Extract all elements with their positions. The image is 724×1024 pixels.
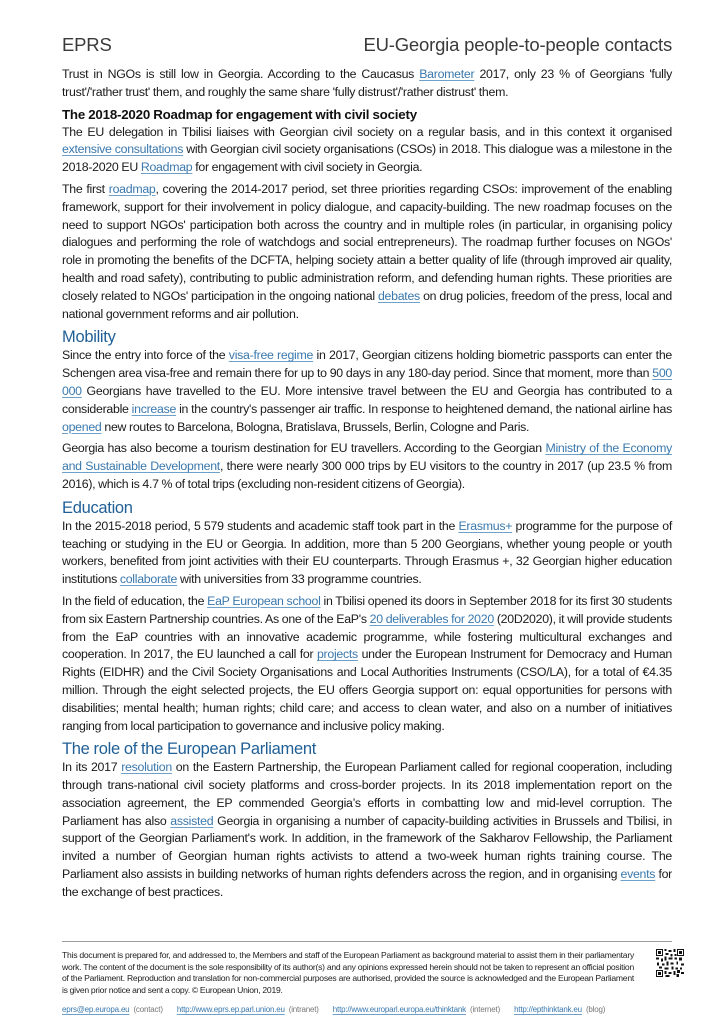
resolution-link[interactable]: resolution xyxy=(121,760,172,775)
header-publisher: EPRS xyxy=(62,34,112,55)
link-tag: (intranet) xyxy=(288,1005,319,1014)
document-page xyxy=(62,0,672,1024)
extensive-consultations-link[interactable]: extensive consultations xyxy=(62,142,184,157)
text: The EU delegation in Tbilisi liaises with Georgian civil society on a regular basis, and in this context it organised xyxy=(62,124,672,139)
text: (20D2020), it will provide students from the EaP countries with an innovative academic programme, while fostering multicultural exchanges and cooperation. In 2017, the EU launched a call for xyxy=(62,611,672,662)
barometer-link[interactable]: Barometer xyxy=(419,67,475,81)
mobility-paragraph-1 xyxy=(62,347,672,436)
text: Georgia in organising a number of capacity-building activities in Brussels and Tbilisi, in support of the Georgian Parliament's work. In addition, in the framework of the Sakharov Fellowship, the Parliament invited a number of Georgian human rights activists to attend a two-week human rights training course. The Parliament also assists in building networks of human rights defenders across the region, and in organising xyxy=(62,813,672,882)
erasmus-link[interactable]: Erasmus+ xyxy=(458,518,513,533)
running-header xyxy=(62,34,672,60)
increase-link[interactable]: increase xyxy=(131,401,177,416)
link-tag: (blog) xyxy=(585,1005,606,1014)
text: Georgians have travelled to the EU. More intensive travel between the EU and Georgia has contributed to a considerable xyxy=(62,383,672,416)
text: In the 2015-2018 period, 5 579 students and academic staff took part in the xyxy=(62,518,459,533)
text: Georgia has also become a tourism destination for EU travellers. According to the Georgian xyxy=(62,441,546,456)
debates-link[interactable]: debates xyxy=(377,288,420,303)
text: The first xyxy=(62,181,109,196)
eap-european-school-link[interactable]: EaP European school xyxy=(207,593,321,608)
text: with Georgian civil society organisations (CSOs) in 2018. This dialogue was a milestone in the 2018-2020 EU xyxy=(62,142,672,175)
internet-link[interactable]: http://www.europarl.europa.eu/thinktank xyxy=(332,1005,466,1014)
events-link[interactable]: events xyxy=(620,867,656,882)
projects-link[interactable]: projects xyxy=(316,647,358,662)
education-paragraph-1 xyxy=(62,518,672,589)
opened-link[interactable]: opened xyxy=(62,419,102,434)
text: In the field of education, the xyxy=(62,593,208,608)
500000-link[interactable]: 500 000 xyxy=(62,366,672,398)
disclaimer-text: This document is prepared for, and addressed to, the Members and staff of the European Parliament as background material to assist them in their parliamentary work. The content of the document is the sole responsibility of its author(s) and any opinions expressed herein should not be taken to represent an official position of the Parliament. Reproduction and translation for non-commercial purposes are authorised, provided the source is acknowledged and the European Parliament is given prior notice and sent a copy. © European Union, 2019. xyxy=(62,950,634,995)
roadmap-paragraph-2 xyxy=(62,181,672,323)
intranet-link[interactable]: http://www.eprs.ep.parl.union.eu xyxy=(176,1005,285,1014)
link-tag: (internet) xyxy=(470,1005,501,1014)
collaborate-link[interactable]: collaborate xyxy=(119,572,178,587)
education-paragraph-2 xyxy=(62,593,672,735)
text: with universities from 33 programme countries. xyxy=(177,572,422,587)
link-tag: (contact) xyxy=(133,1005,163,1014)
text: , there were nearly 300 000 trips by EU visitors to the country in 2017 (up 23.5 % from 2016), which is 4.7 % of total trips (excluding non-resident citizens of Georgia). xyxy=(62,459,672,491)
text: 2017, only 23 % of Georgians 'fully trust'/'rather trust' them, and roughly the same share 'fully distrust'/'rather distrust' them. xyxy=(62,67,672,99)
text: programme for the purpose of teaching or studying in the EU or Georgia. In addition, more than 5 200 Georgians, whether young people or youth workers, benefited from joint activities with their EU counterparts. Through Erasmus +, 32 Georgian higher education institutions xyxy=(62,518,672,587)
qr-code-icon xyxy=(656,949,684,977)
assisted-link[interactable]: assisted xyxy=(170,813,214,828)
parliament-heading: The role of the European Parliament xyxy=(62,740,316,759)
text: new routes to Barcelona, Bologna, Bratislava, Brussels, Berlin, Cologne and Paris. xyxy=(101,419,530,434)
text: on the Eastern Partnership, the European Parliament called for regional cooperation, including through trans-national civil society platforms and cross-border projects. In its 2018 implementation report on the association agreement, the EP commended Georgia’s efforts in combatting low and mid-level corruption. The Parliament has also xyxy=(62,760,672,828)
ministry-link[interactable]: Ministry of the Economy and Sustainable Development xyxy=(62,441,672,474)
roadmap-heading: The 2018-2020 Roadmap for engagement with civil society xyxy=(62,106,417,122)
text: Trust in NGOs is still low in Georgia. According to the Caucasus xyxy=(62,67,420,81)
text: In its 2017 xyxy=(62,760,122,775)
mobility-paragraph-2 xyxy=(62,440,672,493)
text: , covering the 2014-2017 period, set three priorities regarding CSOs: improvement of the enabling framework, support for their involvement in policy dialogue, and capacity-building. The new roadmap focuses on the need to support NGOs' participation both across the country and in multiple roles (in particular, in organising policy dialogues and performing the role of watchdogs and social entrepreneurs). The roadmap further focuses on NGOs' role in promoting the benefits of the DCFTA, helping society attain a better quality of life (through improved air quality, health and road safety), contributing to public administration reform, and defending human rights. These priorities are closely related to NGOs' participation in the ongoing national xyxy=(62,181,672,303)
text: for the exchange of best practices. xyxy=(62,867,673,899)
text: Since the entry into force of the xyxy=(62,348,229,363)
document-body xyxy=(62,66,672,906)
intro-paragraph xyxy=(62,66,672,102)
text: on drug policies, freedom of the press, local and national government reforms and air pollution. xyxy=(62,288,672,321)
blog-link[interactable]: http://epthinktank.eu xyxy=(514,1005,582,1014)
first-roadmap-link[interactable]: roadmap xyxy=(108,181,156,196)
page-footer xyxy=(62,941,672,1014)
20-deliverables-link[interactable]: 20 deliverables for 2020 xyxy=(369,611,494,626)
mobility-heading: Mobility xyxy=(62,328,116,347)
text: under the European Instrument for Democracy and Human Rights (EIDHR) and the Civil Society Organisations and Local Authorities Instruments (CSO/LA), for a total of €4.35 million. Through the eight selected projects, the EU offers Georgia support on: equal opportunities for persons with disabilities; mental health; human rights; child care; and access to clean water, and also on a number of initiatives ranging from local participation to governance and inclusive policy making. xyxy=(62,647,672,733)
text: in 2017, Georgian citizens holding biometric passports can enter the Schengen area visa-free and remain there for up to 90 days in any 180-day period. Since that moment, more than xyxy=(62,348,673,381)
roadmap-paragraph-1 xyxy=(62,124,672,177)
education-heading: Education xyxy=(62,498,133,517)
contact-email-link[interactable]: eprs@ep.europa.eu xyxy=(62,1005,130,1014)
roadmap-link[interactable]: Roadmap xyxy=(140,160,193,175)
parliament-paragraph xyxy=(62,759,672,901)
footer-links xyxy=(62,1005,672,1014)
text: in Tbilisi opened its doors in September 2018 for its first 30 students from six Eastern Partnership countries. As one of the EaP's xyxy=(62,593,672,626)
text: in the country's passenger air traffic. In response to heightened demand, the national airline has xyxy=(176,401,672,416)
text: for engagement with civil society in Georgia. xyxy=(192,160,423,175)
visa-free-regime-link[interactable]: visa-free regime xyxy=(228,348,314,363)
header-title: EU-Georgia people-to-people contacts xyxy=(363,34,672,55)
